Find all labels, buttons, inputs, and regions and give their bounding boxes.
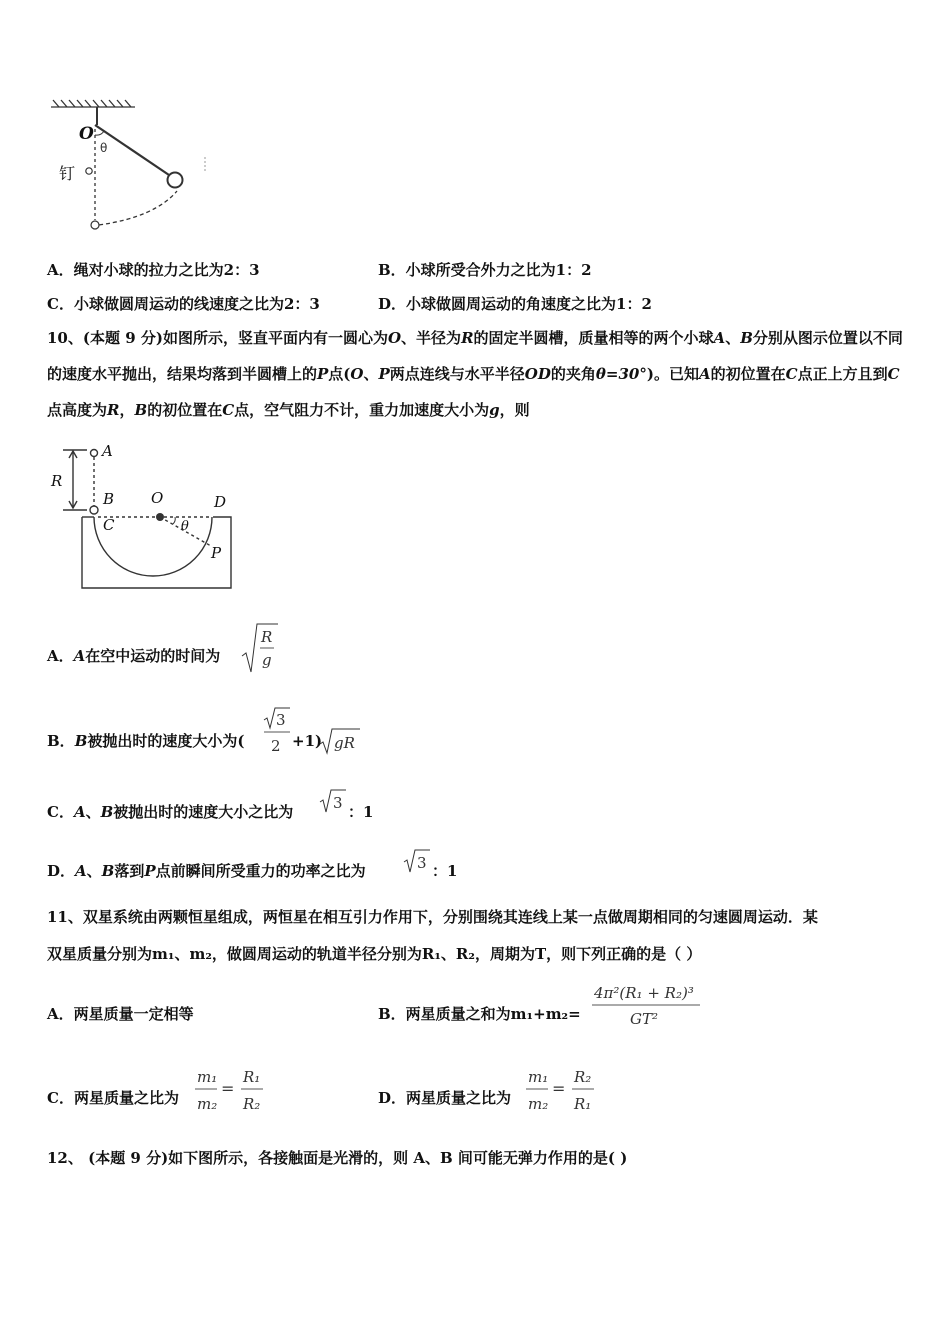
svg-text:R₂: R₂ [243,1095,261,1113]
q10-option-b-plus: +1) [292,732,323,750]
q9-option-c: C．小球做圆周运动的线速度之比为2：3 [47,295,320,313]
q10-option-c: C．A、B被抛出时的速度大小之比为 [47,803,294,821]
svg-text:R₂: R₂ [574,1068,592,1086]
semicircle-groove-figure [45,438,240,593]
svg-text:=: = [221,1079,235,1098]
q10-option-b: B．B被抛出时的速度大小为( [47,732,245,750]
svg-text:gR: gR [334,734,355,752]
svg-text:R₁: R₁ [243,1068,261,1086]
svg-text:m₁: m₁ [197,1068,218,1086]
svg-text:g: g [262,651,272,669]
fig9-label-o: O [79,124,94,144]
svg-text:R: R [261,628,273,646]
q9-option-a: A．绳对小球的拉力之比为2：3 [47,261,260,279]
sqrt-gr [318,726,362,756]
q11-option-b: B．两星质量之和为m₁+m₂= [378,1005,581,1023]
fig10-label-theta: θ [181,519,189,534]
svg-text:2: 2 [271,737,281,755]
svg-text:3: 3 [417,854,427,872]
q11-option-c: C．两星质量之比为 [47,1089,179,1107]
fig10-label-o: O [151,489,164,507]
svg-text:m₁: m₁ [528,1068,549,1086]
pendulum-figure [45,95,215,240]
q10-option-c-ratio: ：1 [348,803,374,821]
svg-text:=: = [552,1079,566,1098]
q11-option-a: A．两星质量一定相等 [47,1005,194,1023]
fig10-label-p: P [211,544,222,562]
q9-option-b: B．小球所受合外力之比为1：2 [378,261,592,279]
svg-text:4π²(R₁ + R₂)³: 4π²(R₁ + R₂)³ [594,984,694,1002]
sqrt3-d [402,848,432,876]
fig10-label-a: A [102,442,113,460]
q11-line2: 双星质量分别为m₁、m₂，做圆周运动的轨道半径分别为R₁、R₂，周期为T，则下列正确的是（ ） [47,945,702,963]
svg-text:3: 3 [333,794,343,812]
q10-option-d: D．A、B落到P点前瞬间所受重力的功率之比为 [47,862,366,880]
fig10-label-r: R [51,472,63,490]
sqrt3-over-2 [258,706,292,758]
fig9-label-theta: θ [100,141,108,155]
sqrt3-c [318,788,348,816]
fig10-label-b: B [103,490,115,508]
q9-option-d: D．小球做圆周运动的角速度之比为1：2 [378,295,652,313]
q11-d-ratio [524,1062,599,1116]
q10-option-a: A．A在空中运动的时间为 [47,647,221,665]
q12-stem: 12、 (本题 9 分)如下图所示，各接触面是光滑的，则 A、B 间可能无弹力作用的是( ) [47,1149,628,1167]
q11-option-d: D．两星质量之比为 [378,1089,512,1107]
fig10-label-c: C [103,516,115,534]
q11-b-fraction [590,978,705,1032]
fig10-label-d: D [214,493,227,511]
center-dot [156,513,164,521]
svg-text:3: 3 [276,711,286,729]
sqrt-r-over-g [240,620,280,676]
svg-text:GT²: GT² [630,1010,659,1028]
fig9-label-nail: 钉 [59,164,76,183]
q10-option-d-ratio: ：1 [432,862,458,880]
svg-text:R₁: R₁ [574,1095,592,1113]
q11-line1: 11、双星系统由两颗恒星组成，两恒星在相互引力作用下，分别围绕其连线上某一点做周期相同的匀速圆周运动．某 [47,908,818,926]
svg-text:m₂: m₂ [528,1095,549,1113]
svg-text:m₂: m₂ [197,1095,218,1113]
q11-c-ratio [193,1062,268,1116]
q10-stem: 10、(本题 9 分)如图所示，竖直平面内有一圆心为O、半径为R的固定半圆槽，质量相等的两个小球A、B分别从图示位置以不同的速度水平抛出，结果均落到半圆槽上的P点(O、P两点连线与水平半径OD的夹角θ=30°)。已知A的初位置在C点正上方且到C点高度为R，B的初位置在C点，空气阻力不计，重力加速度大小为g，则 [47,329,903,419]
